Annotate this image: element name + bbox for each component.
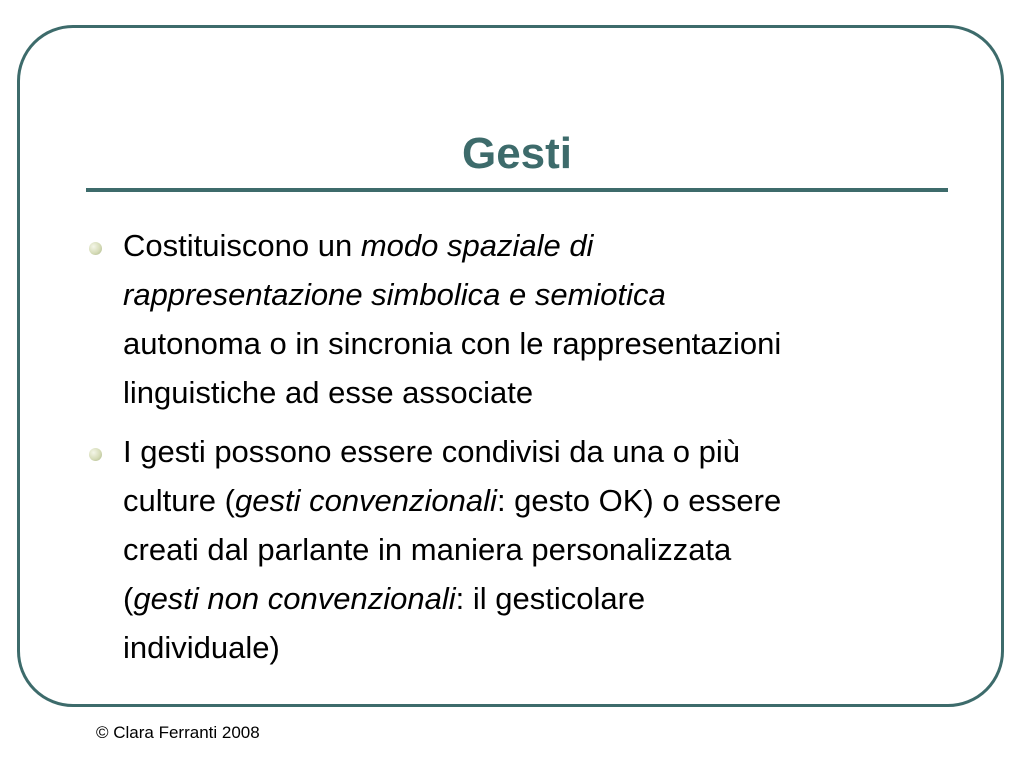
bullet-text: I gesti possono essere condivisi da una o più (123, 434, 740, 469)
bullet-text: individuale) (123, 630, 280, 665)
footer-copyright: © Clara Ferranti 2008 (96, 723, 260, 742)
bullet-text: : il gesticolare (455, 581, 646, 616)
bullet-line (123, 574, 1011, 623)
bullet-text: autonoma o in sincronia con le rappresentazioni (123, 326, 782, 361)
bullet-text: ( (123, 581, 134, 616)
bullet-text: creati dal parlante in maniera personalizzata (123, 532, 732, 567)
bullet-dot-icon (89, 448, 102, 461)
bullet-text-italic: rappresentazione simbolica e semiotica (123, 277, 666, 312)
bullet-line (123, 623, 1011, 672)
bullet-text-italic: gesti convenzionali (234, 483, 497, 518)
bullet-line (123, 476, 1011, 525)
bullet-text: culture ( (123, 483, 235, 518)
bullet-text-italic: gesti non convenzionali (133, 581, 456, 616)
bullet-item (86, 427, 1011, 672)
title-underline (86, 188, 948, 192)
bullet-item (86, 221, 1011, 417)
bullet-text: : gesto OK) o essere (496, 483, 782, 518)
bullet-text: Costituiscono un (123, 228, 361, 263)
bullet-dot-icon (89, 242, 102, 255)
bullet-line (123, 319, 1011, 368)
bullet-text-italic: modo spaziale di (360, 228, 594, 263)
bullet-list (86, 221, 1011, 682)
bullet-line (123, 270, 1011, 319)
bullet-line (123, 221, 1011, 270)
bullet-text: linguistiche ad esse associate (123, 375, 534, 410)
slide-title: Gesti (461, 129, 573, 178)
bullet-line (123, 525, 1011, 574)
bullet-line (123, 427, 1011, 476)
bullet-line (123, 368, 1011, 417)
